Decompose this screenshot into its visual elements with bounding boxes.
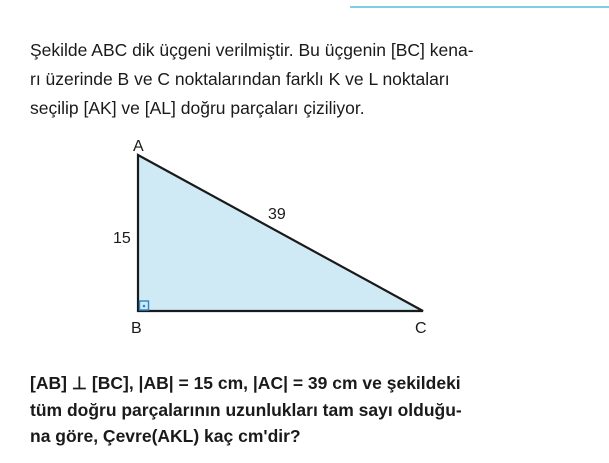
problem-question (30, 370, 590, 450)
side-ac-length: 39 (268, 206, 286, 223)
question-line-3: na göre, Çevre(AKL) kaç cm'dir? (30, 426, 301, 446)
vertex-b-label: B (131, 320, 142, 337)
question-line-2: tüm doğru parçalarının uzunlukları tam sayı olduğu- (30, 399, 462, 420)
question-line-1: [AB] ⊥ [BC], |AB| = 15 cm, |AC| = 39 cm ve şekildeki (30, 373, 461, 393)
intro-line-1: Şekilde ABC dik üçgeni verilmiştir. Bu üçgenin [BC] kena- (30, 40, 474, 60)
problem-intro (30, 36, 590, 123)
vertex-a-label: A (133, 138, 144, 155)
triangle-figure (0, 130, 609, 350)
triangle-diagram (0, 130, 609, 350)
right-angle-dot (143, 305, 146, 308)
side-ab-length: 15 (113, 230, 131, 247)
header-accent-line (350, 0, 609, 8)
intro-line-2: rı üzerinde B ve C noktalarından farklı K ve L noktaları (30, 69, 450, 89)
vertex-c-label: C (415, 320, 427, 337)
triangle-abc (138, 155, 423, 311)
intro-line-3: seçilip [AK] ve [AL] doğru parçaları çiziliyor. (30, 98, 365, 118)
